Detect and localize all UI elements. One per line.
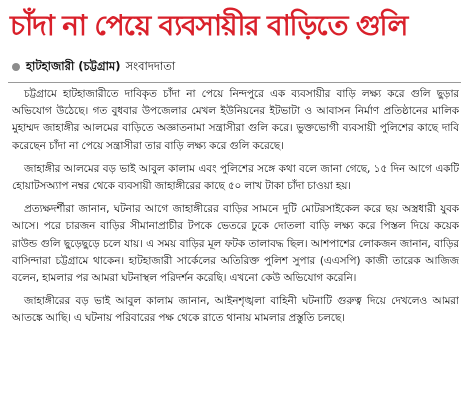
article-paragraph-3: প্রত্যক্ষদর্শীরা জানান, ঘটনার আগে জাহাঙ্গীরের বাড়ির সামনে দুটি মোটরসাইকেল করে ছয় অস্ত্রধারী যুবক আসে। পরে চারজন বাড়ির সীমানাপ্রাচীর টপকে ভেতরে ঢুকে দোতলা বাড়ি লক্ষ্য করে পিস্তল দিয়ে কয়েক রাউন্ড গুলি ছুড়েছুড়ে চলে যায়। এ সময় বাড়ির মূল ফটক তালাবদ্ধ ছিল। আশপাশের লোকজন জানান, বাড়ির বাসিন্দারা চট্টগ্রামে থাকেন। হাটহাজারী সার্কেলের অতিরিক্ত পুলিশ সুপার (এএসপি) কাজী তারেক আজিজ বলেন, হামলার পর আমরা ঘটনাস্থল পরিদর্শন করেছি। এখনো কেউ অভিযোগ করেনি। [12,203,459,285]
byline [12,57,175,77]
article-paragraph-4: জাহাঙ্গীরের বড় ভাই আবুল কালাম জানান, আইনশৃঙ্খলা বাহিনী ঘটনাটি গুরুত্ব দিয়ে দেখলেও আমরা আতঙ্কে আছি। এ ঘটনায় পরিবারের পক্ষ থেকে রাতে থানায় মামলার প্রস্তুতি চলছে। [12,295,459,325]
divider [8,82,461,83]
article-paragraph-2: জাহাঙ্গীর আলমের বড় ভাই আবুল কালাম এবং পুলিশের সঙ্গে কথা বলে জানা গেছে, ১৫ দিন আগে একটি হোয়াটসঅ্যাপ নম্বর থেকে ব্যবসায়ী জাহাঙ্গীরের কাছে ৫০ লাখ টাকা চাঁদা চাওয়া হয়। [12,162,459,193]
byline-role: সংবাদদাতা [125,58,176,73]
headline: চাঁদা না পেয়ে ব্যবসায়ীর বাড়িতে গুলি [10,9,408,42]
article-paragraph-1: চট্টগ্রামে হাটহাজারীতে দাবিকৃত চাঁদা না পেয়ে নিন্দপুরে এক ব্যবসায়ীর বাড়ি লক্ষ্য করে গুলি ছুড়ার অভিযোগ উঠেছে। গত বুধবার উপজেলার মেখল ইউনিয়নের ইটভাটা ও আবাসন নির্মাণ প্রতিষ্ঠানের মালিক মুহাম্মদ জাহাঙ্গীর আলমের বাড়িতে অজ্ঞাতনামা সন্ত্রাসীরা গুলি করে। ভুক্তভোগী ব্যবসায়ী পুলিশের কাছে দাবি করেছেন চাঁদা না পেয়ে সন্ত্রাসীরা তার বাড়ি লক্ষ্য করে গুলি করেছে। [12,88,459,152]
article-body [12,86,459,402]
bullet-icon [12,63,20,71]
byline-location: হাটহাজারী (চট্টগ্রাম) [26,58,121,73]
